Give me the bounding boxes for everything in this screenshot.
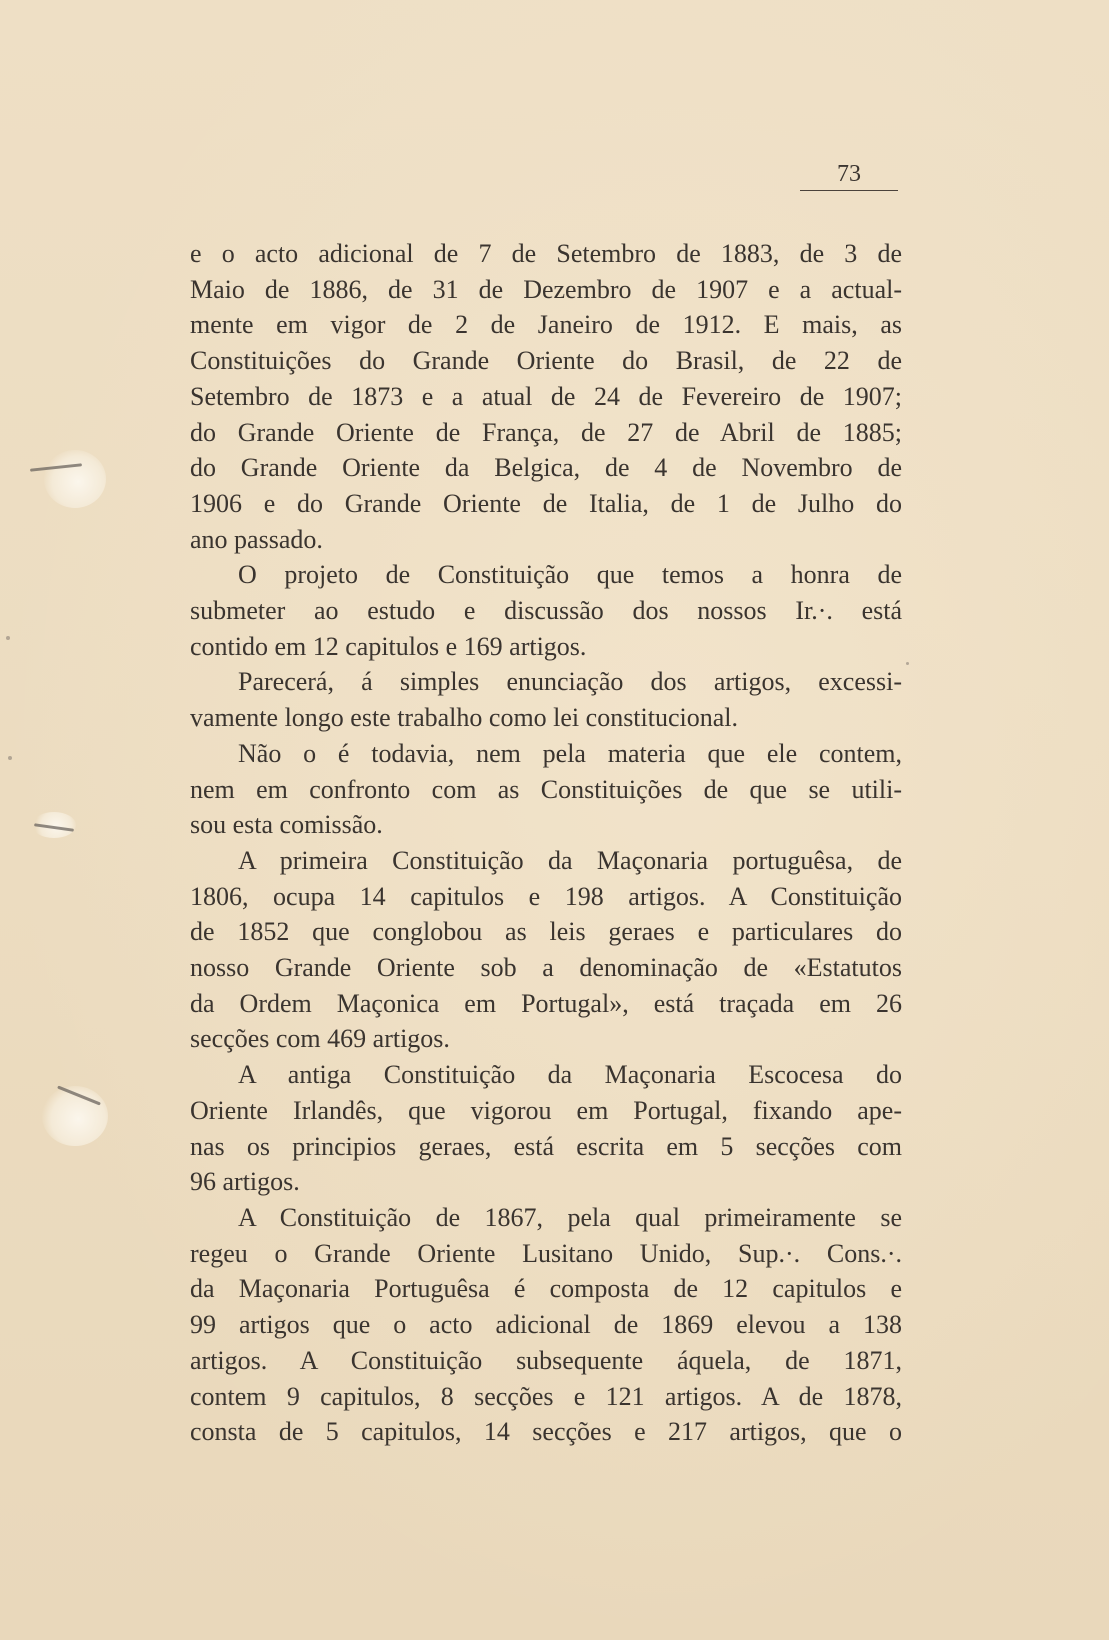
text-line: da Ordem Maçonica em Portugal», está traçada em 26 [190,988,902,1018]
paper-speck [906,662,909,665]
page-number: 73 [800,160,898,191]
text-line: regeu o Grande Oriente Lusitano Unido, Sup.·. Cons.·. [190,1238,902,1268]
paper-speck [8,756,12,760]
text-line: 1906 e do Grande Oriente de Italia, de 1 de Julho do [190,488,902,518]
text-line: Oriente Irlandês, que vigorou em Portugal, fixando ape- [190,1095,902,1125]
text-line: nas os principios geraes, está escrita em 5 secções com [190,1131,902,1161]
text-line: de 1852 que conglobou as leis geraes e particulares do [190,917,902,947]
text-line: contido em 12 capitulos e 169 artigos. [190,631,587,661]
paragraph [190,736,902,843]
text-line: e o acto adicional de 7 de Setembro de 1883, de 3 de [190,239,902,268]
body-text [190,236,902,1450]
text-line: nem em confronto com as Constituições de que se utili- [190,774,902,804]
text-line: nosso Grande Oriente sob a denominação de «Estatutos [190,953,902,983]
text-line: vamente longo este trabalho como lei constitucional. [190,703,739,733]
text-line: artigos. A Constituição subsequente áquela, de 1871, [190,1345,902,1375]
text-line: sou esta comissão. [190,810,383,840]
paragraph [190,843,902,1057]
text-line: Não o é todavia, nem pela materia que ele contem, [238,738,902,768]
text-line: 96 artigos. [190,1167,300,1197]
text-line: do Grande Oriente da Belgica, de 4 de Novembro de [190,453,902,483]
paragraph [190,236,902,557]
paragraph [190,664,902,735]
paragraph [190,1057,902,1200]
text-line: A primeira Constituição da Maçonaria portuguêsa, de [238,845,902,875]
text-line: contem 9 capitulos, 8 secções e 121 artigos. A de 1878, [190,1381,902,1411]
text-line: Maio de 1886, de 31 de Dezembro de 1907 e a actual- [190,274,902,304]
punch-hole-top [44,450,106,508]
text-line: Parecerá, á simples enunciação dos artigos, excessi- [238,667,902,697]
text-line: submeter ao estudo e discussão dos nossos Ir.·. está [190,596,902,626]
text-line: ano passado. [190,524,323,554]
text-line: 1806, ocupa 14 capitulos e 198 artigos. A Constituição [190,881,902,911]
text-line: consta de 5 capitulos, 14 secções e 217 artigos, que o [190,1417,902,1447]
paragraph [190,1200,902,1450]
text-line: O projeto de Constituição que temos a honra de [238,560,902,590]
text-line: da Maçonaria Portuguêsa é composta de 12 capitulos e [190,1274,902,1304]
text-line: A Constituição de 1867, pela qual primeiramente se [238,1202,902,1232]
text-line: secções com 469 artigos. [190,1024,450,1054]
text-line: Constituições do Grande Oriente do Brasil, de 22 de [190,346,902,376]
text-line: do Grande Oriente de França, de 27 de Abril de 1885; [190,417,902,447]
text-line: 99 artigos que o acto adicional de 1869 elevou a 138 [190,1310,902,1340]
text-line: Setembro de 1873 e a atual de 24 de Fevereiro de 1907; [190,381,902,411]
text-line: mente em vigor de 2 de Janeiro de 1912. E mais, as [190,310,902,340]
text-line: A antiga Constituição da Maçonaria Escocesa do [238,1060,902,1090]
paper-speck [6,636,10,640]
paragraph [190,557,902,664]
